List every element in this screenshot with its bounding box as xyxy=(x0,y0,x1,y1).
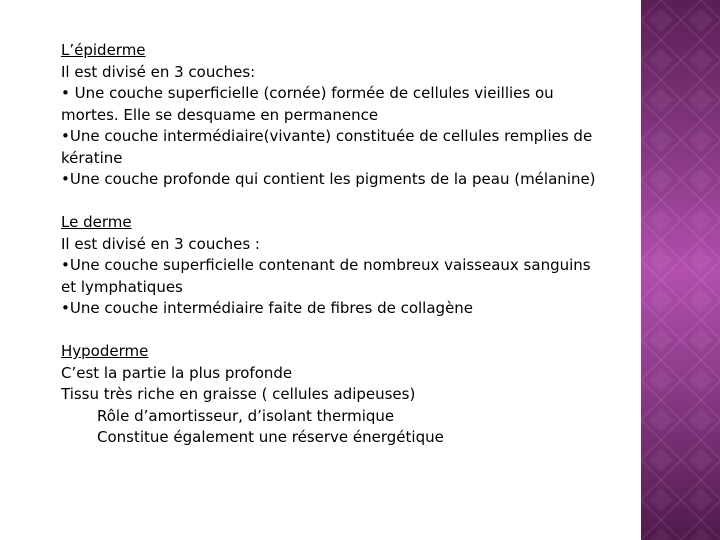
indented-text-line: Rôle d’amortisseur, d’isolant thermique xyxy=(97,406,395,425)
text-line: Il est divisé en 3 couches : xyxy=(61,234,260,253)
heading-dermis: Le derme xyxy=(61,213,132,231)
section-epidermis xyxy=(61,40,641,191)
text-line: et lymphatiques xyxy=(61,277,183,296)
heading-epidermis: L’épiderme xyxy=(61,41,146,59)
text-line: •Une couche intermédiaire faite de fibres de collagène xyxy=(61,299,474,317)
text-line: Il est divisé en 3 couches: xyxy=(61,62,256,81)
section-hypodermis xyxy=(61,341,641,449)
decorative-side-panel xyxy=(641,0,720,540)
text-line: •Une couche intermédiaire(vivante) constituée de cellules remplies de xyxy=(61,127,593,145)
slide-body xyxy=(61,40,641,449)
paragraph-spacer xyxy=(61,320,641,342)
text-line: kératine xyxy=(61,148,123,167)
heading-hypodermis: Hypoderme xyxy=(61,342,149,360)
text-line: •Une couche superficielle contenant de nombreux vaisseaux sanguins xyxy=(61,256,591,274)
diamond-pattern xyxy=(641,0,720,540)
paragraph-spacer xyxy=(61,191,641,213)
text-line: •Une couche profonde qui contient les pigments de la peau (mélanine) xyxy=(61,170,596,188)
text-line: • Une couche superficielle (cornée) formée de cellules vieillies ou xyxy=(61,84,554,102)
text-line: C’est la partie la plus profonde xyxy=(61,363,293,382)
text-line: Tissu très riche en graisse ( cellules adipeuses) xyxy=(61,385,416,403)
text-line: mortes. Elle se desquame en permanence xyxy=(61,105,379,124)
section-dermis xyxy=(61,212,641,320)
indented-text-line: Constitue également une réserve énergétique xyxy=(97,428,444,446)
